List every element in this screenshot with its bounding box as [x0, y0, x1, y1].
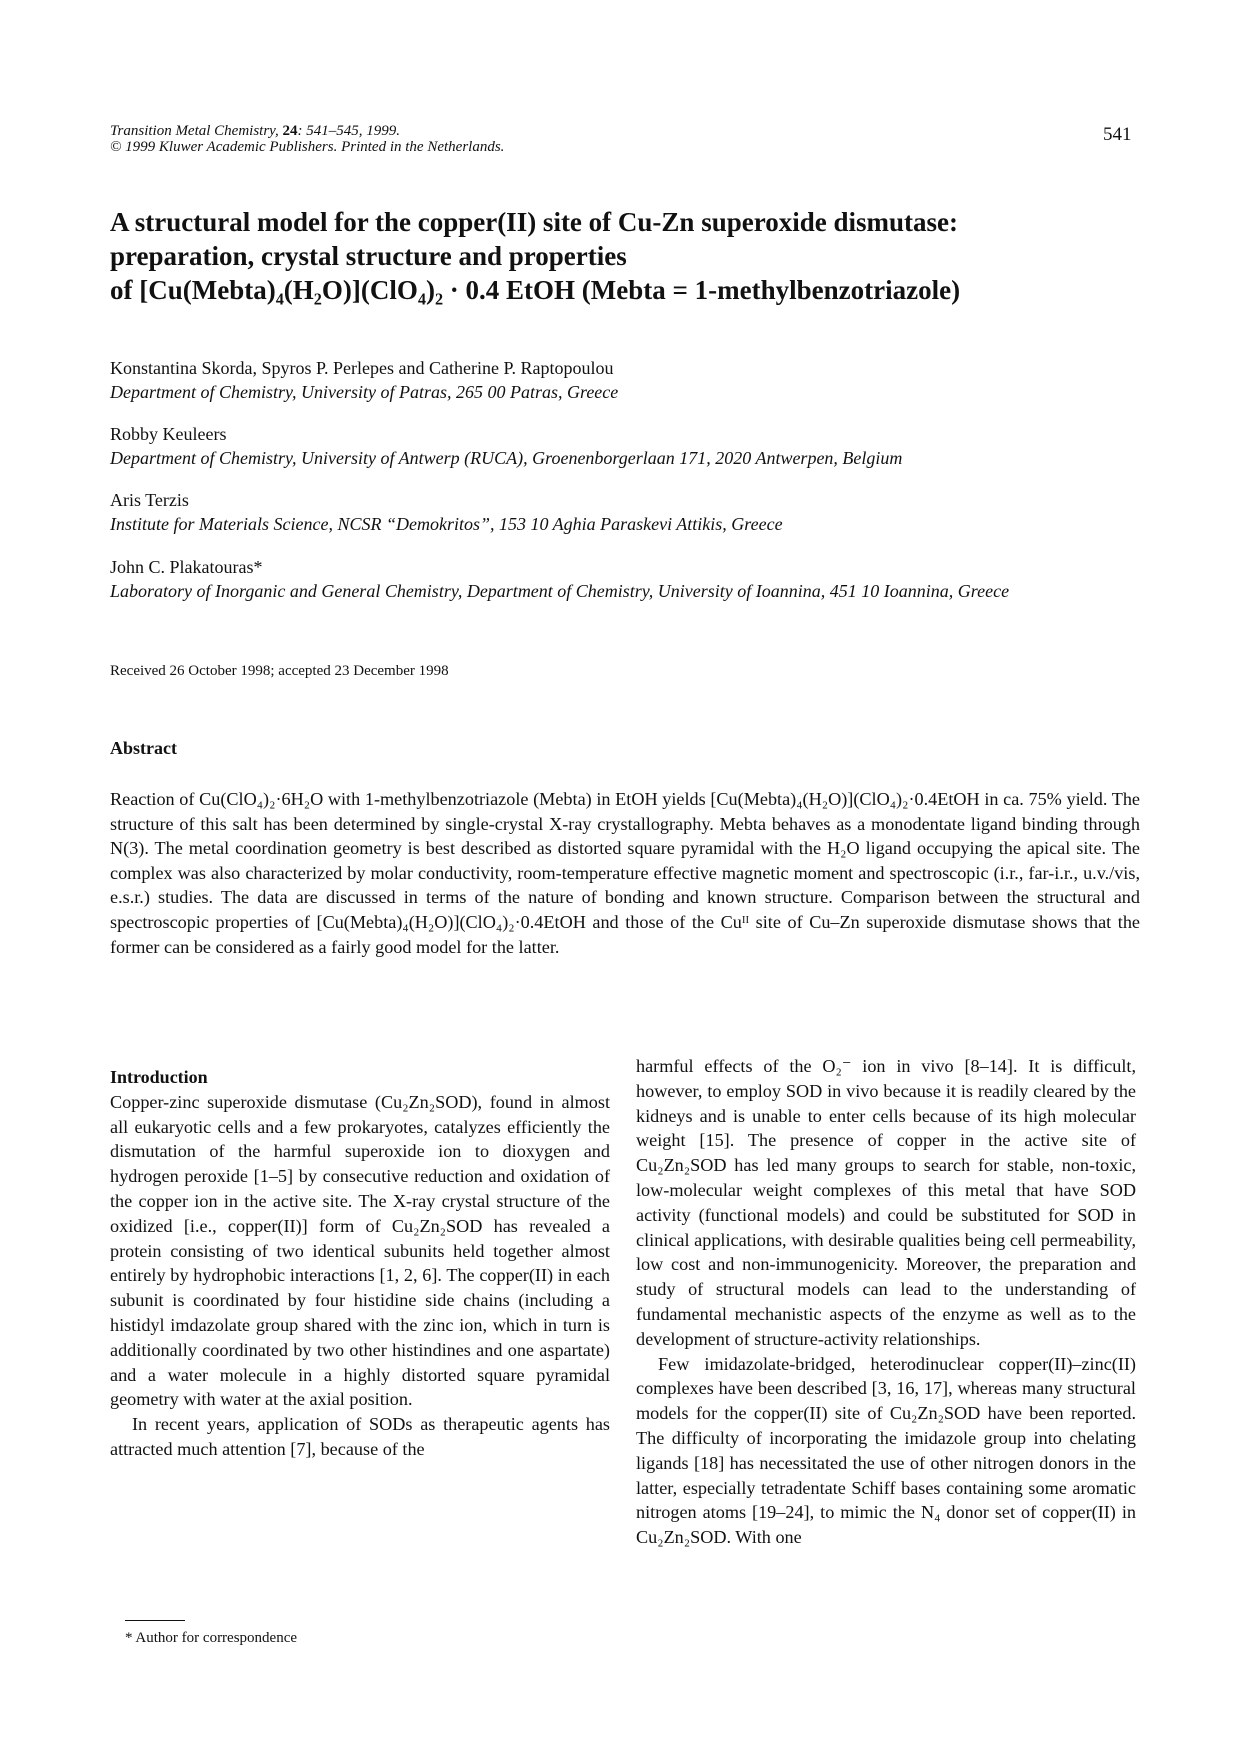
right-column: [636, 1054, 1136, 1550]
author-affiliation: Institute for Materials Science, NCSR “Demokritos”, 153 10 Aghia Paraskevi Attikis, Greece: [110, 514, 783, 534]
author-affiliation: Laboratory of Inorganic and General Chemistry, Department of Chemistry, University of Ioannina, 451 10 Ioannina, Greece: [110, 581, 1010, 601]
journal-citation: [110, 123, 504, 155]
author-group-2: [110, 422, 1140, 470]
copyright-line: © 1999 Kluwer Academic Publishers. Printed in the Netherlands.: [110, 139, 505, 155]
paragraph: Copper-zinc superoxide dismutase (Cu₂Zn₂SOD), found in almost all eukaryotic cells and a few prokaryotes, catalyzes efficiently the dismutation of the harmful superoxide ion to dioxygen and hydrogen peroxide [1–5] by consecutive reduction and oxidation of the copper ion in the active site. The X-ray crystal structure of the oxidized [i.e., copper(II)] form of Cu₂Zn₂SOD has revealed a protein consisting of two identical subunits held together almost entirely by hydrophobic interactions [1, 2, 6]. The copper(II) in each subunit is coordinated by four histidine side chains (including a histidyl imdazolate group shared with the zinc ion, which in turn is additionally coordinated by two other histindines and one aspartate) and a water molecule in a highly distorted square pyramidal geometry with water at the axial position.: [110, 1091, 610, 1410]
footnote-rule: [125, 1620, 185, 1621]
paragraph: In recent years, application of SODs as therapeutic agents has attracted much attention [7], because of the: [110, 1414, 610, 1459]
received-date: Received 26 October 1998; accepted 23 December 1998: [110, 663, 449, 679]
title-line-2: preparation, crystal structure and properties: [110, 241, 627, 271]
author-names: Aris Terzis: [110, 490, 189, 510]
journal-name: Transition Metal Chemistry,: [110, 123, 283, 139]
title-line-3: of [Cu(Mebta)₄(H₂O)](ClO₄)₂ · 0.4 EtOH (Mebta = 1-methylbenzotriazole): [110, 275, 961, 305]
journal-volume: 24: [282, 123, 298, 139]
author-affiliation: Department of Chemistry, University of Patras, 265 00 Patras, Greece: [110, 382, 619, 402]
author-group-3: [110, 488, 1140, 536]
abstract-text: Reaction of Cu(ClO₄)₂·6H₂O with 1-methylbenzotriazole (Mebta) in EtOH yields [Cu(Mebta)₄(H₂O)](ClO₄)₂·0.4EtOH in ca. 75% yield. The structure of this salt has been determined by single-crystal X-ray crystallography. Mebta behaves as a monodentate ligand binding through N(3). The metal coordination geometry is best described as distorted square pyramidal with the H₂O ligand occupying the apical site. The complex was also characterized by molar conductivity, room-temperature effective magnetic moment and spectroscopic (i.r., far-i.r., u.v./vis, e.s.r.) studies. The data are discussed in terms of the nature of bonding and known structure. Comparison between the structural and spectroscopic properties of [Cu(Mebta)₄(H₂O)](ClO₄)₂·0.4EtOH and those of the Cuᴵᴵ site of Cu–Zn superoxide dismutase shows that the former can be considered as a fairly good model for the latter.: [110, 789, 1140, 957]
abstract-heading: Abstract: [110, 738, 177, 758]
author-group-1: [110, 356, 1140, 404]
introduction-heading: Introduction: [110, 1067, 208, 1087]
footnote: * Author for correspondence: [125, 1630, 298, 1646]
article-title: [110, 205, 1140, 307]
author-names: John C. Plakatouras*: [110, 557, 263, 577]
author-names: Konstantina Skorda, Spyros P. Perlepes and Catherine P. Raptopoulou: [110, 358, 614, 378]
left-column: [110, 1065, 610, 1462]
author-group-4: [110, 555, 1140, 603]
paragraph: Few imidazolate-bridged, heterodinuclear copper(II)–zinc(II) complexes have been described [3, 16, 17], whereas many structural models for the copper(II) site of Cu₂Zn₂SOD have been reported. The difficulty of incorporating the imidazole group into chelating ligands [18] has necessitated the use of other nitrogen donors in the latter, especially tetradentate Schiff bases containing some aromatic nitrogen atoms [19–24], to mimic the N₄ donor set of copper(II) in Cu₂Zn₂SOD. With one: [636, 1353, 1136, 1548]
page-number: 541: [1103, 124, 1132, 145]
journal-pages: : 541–545, 1999.: [297, 123, 401, 139]
author-affiliation: Department of Chemistry, University of Antwerp (RUCA), Groenenborgerlaan 171, 2020 Antwerpen, Belgium: [110, 448, 903, 468]
author-names: Robby Keuleers: [110, 424, 227, 444]
title-line-1: A structural model for the copper(II) site of Cu-Zn superoxide dismutase:: [110, 207, 958, 237]
paragraph: harmful effects of the O₂⁻ ion in vivo [8–14]. It is difficult, however, to employ SOD in vivo because it is readily cleared by the kidneys and is unable to enter cells because of its high molecular weight [15]. The presence of copper in the active site of Cu₂Zn₂SOD has led many groups to search for stable, non-toxic, low-molecular weight complexes of this metal that have SOD activity (functional models) and could be substituted for SOD in clinical applications, with desirable qualities being cell permeability, low cost and non-immunogenicity. Moreover, the preparation and study of structural models can lead to the understanding of fundamental mechanistic aspects of the enzyme as well as to the development of structure-activity relationships.: [636, 1056, 1136, 1349]
